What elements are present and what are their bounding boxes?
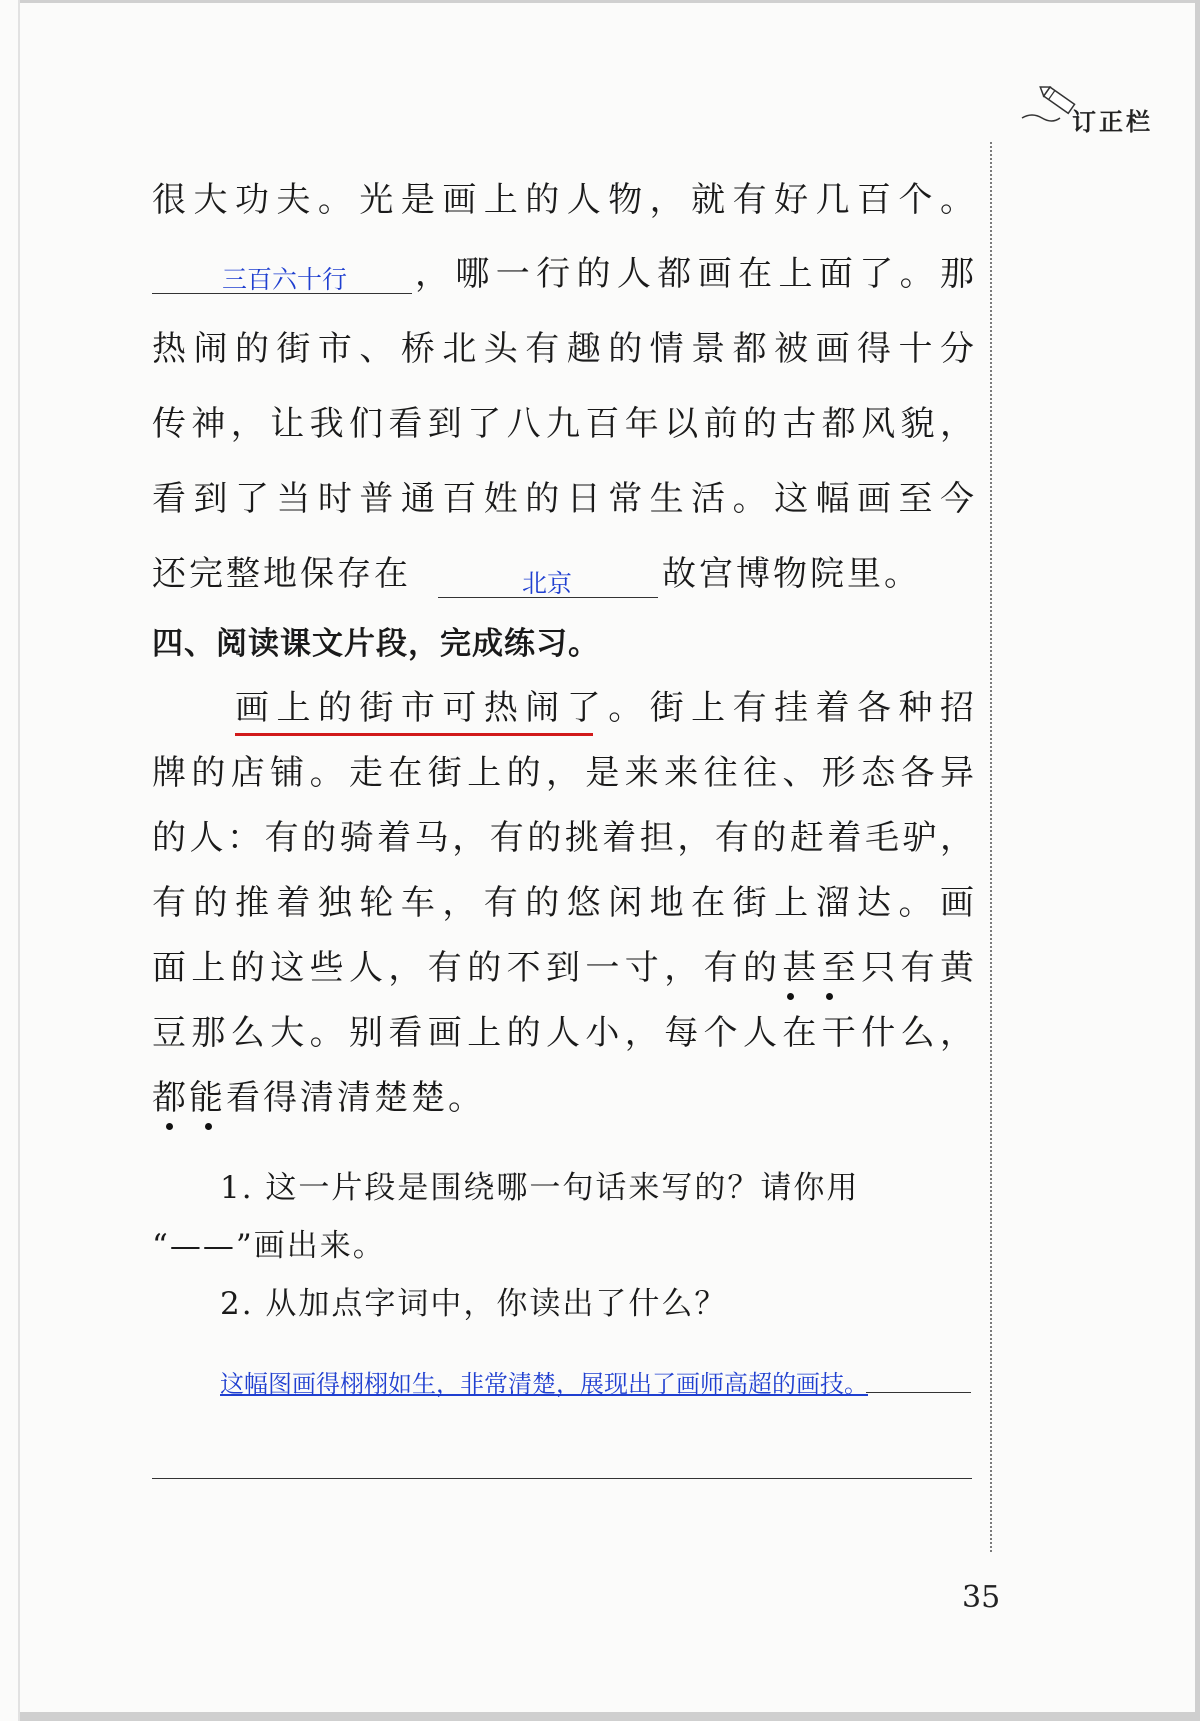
excerpt-line-2: 牌的店铺。走在街上的，是来来往往、形态各异 (152, 753, 977, 793)
passage-line-5: 看到了当时普通百姓的日常生活。这幅画至今 (152, 479, 977, 519)
page-number: 35 (962, 1580, 1001, 1615)
page-edge-left (18, 0, 20, 1721)
pencil-icon (1020, 78, 1080, 128)
blank-1-answer: 三百六十行 (222, 265, 348, 294)
section-4-heading: 四、阅读课文片段，完成练习。 (152, 626, 600, 662)
emphasis-dot (166, 1123, 173, 1130)
correction-column-header (1020, 78, 1190, 138)
excerpt-line-7: 都能看得清清楚楚。 (152, 1078, 485, 1118)
question-1-line-2: “——”画出来。 (152, 1228, 386, 1264)
excerpt-line-5: 面上的这些人，有的不到一寸，有的甚至只有黄 (152, 948, 977, 988)
passage-line-6-start: 还完整地保存在 (152, 554, 411, 594)
answer-line-2[interactable] (152, 1478, 972, 1479)
excerpt-line-1: 画上的街市可热闹了。街上有挂着各种招 (235, 688, 977, 728)
emphasis-dot (787, 993, 794, 1000)
key-sentence-underline (235, 733, 593, 736)
page-edge-right (1195, 0, 1200, 1721)
passage-line-3: 热闹的街市、桥北头有趣的情景都被画得十分 (152, 329, 977, 369)
excerpt-line-3: 的人：有的骑着马，有的挑着担，有的赶着毛驴， (152, 818, 977, 858)
emphasis-dot (205, 1123, 212, 1130)
page-edge-top (20, 0, 1200, 3)
passage-line-1: 很大功夫。光是画上的人物，就有好几百个。 (152, 180, 977, 220)
question-2: 2. 从加点字词中，你读出了什么？ (220, 1286, 728, 1322)
page-edge-bottom (20, 1712, 1200, 1721)
passage-line-4: 传神，让我们看到了八九百年以前的古都风貌， (152, 404, 977, 444)
excerpt-line-6: 豆那么大。别看画上的人小，每个人在干什么， (152, 1013, 977, 1053)
question-2-answer: 这幅图画得栩栩如生，非常清楚，展现出了画师高超的画技。 (220, 1370, 868, 1398)
correction-column-label: 订正栏 (1072, 108, 1153, 136)
emphasis-dot (826, 993, 833, 1000)
correction-column-divider (990, 142, 992, 1552)
answer-line-1-tail (866, 1392, 971, 1393)
passage-line-2: ，哪一行的人都画在上面了。那 (415, 254, 977, 294)
question-1-line-1: 1. 这一片段是围绕哪一句话来写的？请你用 (220, 1170, 860, 1206)
blank-2-answer: 北京 (522, 569, 573, 598)
passage-line-6-end: 故宫博物院里。 (662, 554, 921, 594)
excerpt-line-4: 有的推着独轮车，有的悠闲地在街上溜达。画 (152, 883, 977, 923)
